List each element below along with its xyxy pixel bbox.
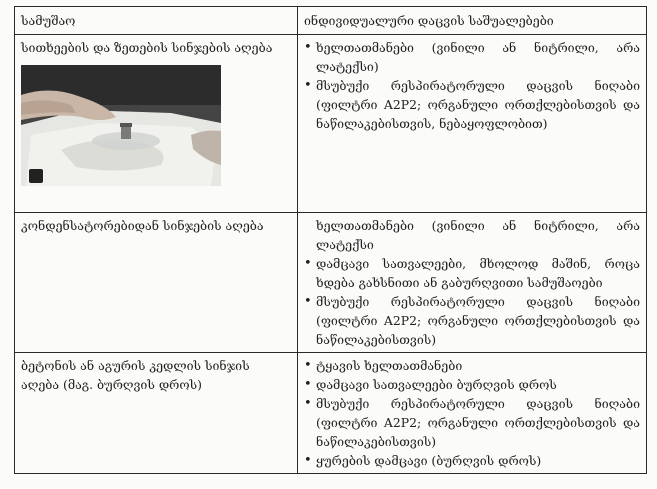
sampling-photo: [21, 65, 221, 186]
table-row: [15, 35, 647, 213]
list-item: • მსუბუქი რესპირატორული დაცვის ნიღაბი (ფილტრი A2P2; ორგანული ორთქლებისთვის და ნაწილაკებისთვის, ნებაყოფლობით): [304, 76, 640, 133]
list-item: • მსუბუქი რესპირატორული დაცვის ნიღაბი (ფილტრი A2P2; ორგანული ორთქლებისთვის და ნაწილაკებისთვის): [304, 292, 640, 349]
table-header-row: [15, 7, 647, 35]
list-item: ხელთათმანები (ვინილი ან ნიტრილი, არა ლატექსი: [316, 218, 640, 252]
header-task: სამუშაო: [15, 7, 298, 35]
ppe-cell: [298, 353, 647, 474]
task-cell: [15, 35, 298, 213]
list-item: • მსუბუქი რესპირატორული დაცვის ნიღაბი (ფილტრი A2P2; ორგანული ორთქლებისთვის და ნაწილაკებისთვის): [304, 394, 640, 451]
list-item: • დამცავი სათვალეები, მხოლოდ მაშინ, როცა ხდება გახსნითი ან გაბურღვითი სამუშაოები: [304, 254, 640, 292]
list-item: • დამცავი სათვალეები ბურღვის დროს: [304, 375, 640, 394]
list-item: • ხელთათმანები (ვინილი ან ნიტრილი, არა ლატექსი): [304, 38, 640, 76]
list-item: • ყურების დამცავი (ბურღვის დროს): [304, 451, 640, 470]
ppe-cell: [298, 35, 647, 213]
task-text: კონდენსატორებიდან სინჯების აღება: [21, 218, 264, 233]
header-ppe: ინდივიდუალური დაცვის საშუალებები: [298, 7, 647, 35]
task-cell: [15, 213, 298, 353]
task-cell: [15, 353, 298, 474]
list-item: • ტყავის ხელთათმანები: [304, 356, 640, 375]
ppe-table: [14, 6, 647, 474]
ppe-list: [304, 356, 640, 470]
table-row: [15, 213, 647, 353]
table-row: [15, 353, 647, 474]
task-text: ბეტონის ან აგურის კედლის სინჯის აღება (მაგ. ბურღვის დროს): [21, 358, 250, 392]
ppe-list: [304, 216, 640, 349]
ppe-list: [304, 38, 640, 133]
task-text: სითხეების და ზეთების სინჯების აღება: [21, 40, 273, 55]
ppe-cell: [298, 213, 647, 353]
